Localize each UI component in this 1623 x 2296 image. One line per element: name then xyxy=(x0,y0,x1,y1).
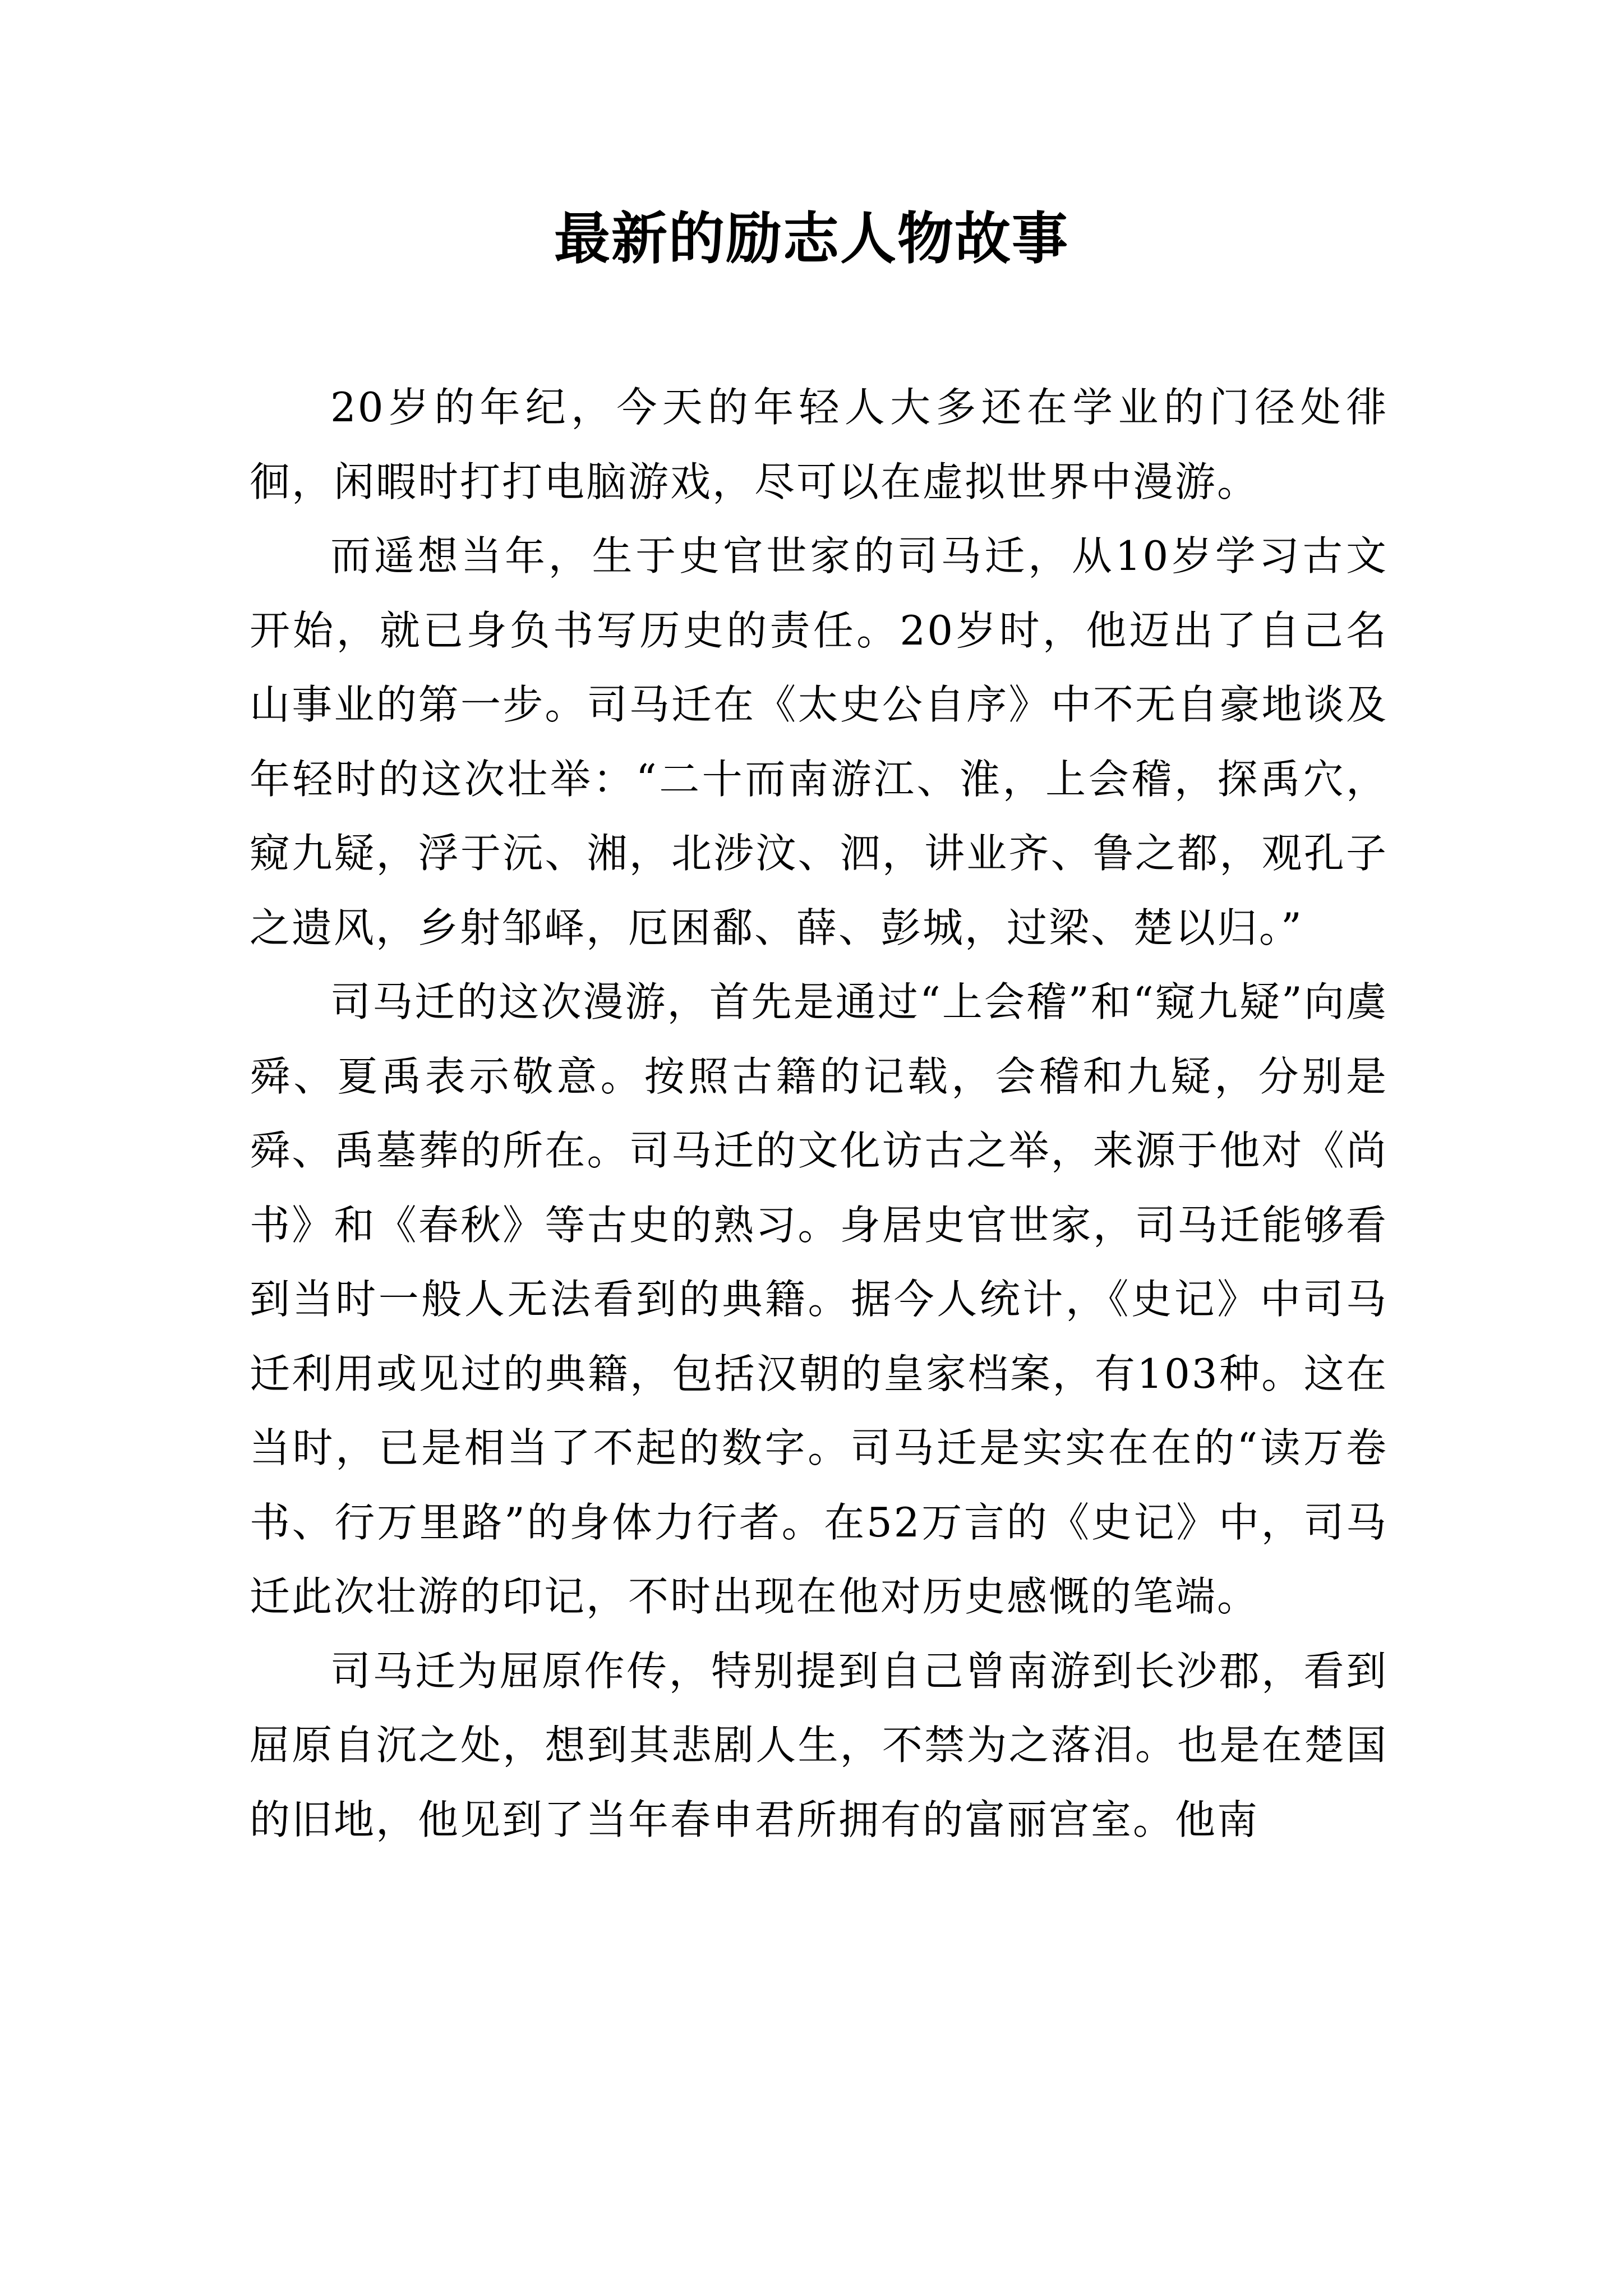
paragraph-2: 而遥想当年，生于史官世家的司马迁，从10岁学习古文开始，就已身负书写历史的责任。20岁时，他迈出了自己名山事业的第一步。司马迁在《太史公自序》中不无自豪地谈及年轻时的这次壮举：“二十而南游江、淮，上会稽，探禹穴，窥九疑，浮于沅、湘，北涉汶、泗，讲业齐、鲁之都，观孔子之遗风，乡射邹峄，厄困鄱、薛、彭城，过梁、楚以归。” xyxy=(250,532,1388,951)
document-body xyxy=(250,370,1388,1857)
paragraph-3: 司马迁的这次漫游，首先是通过“上会稽”和“窥九疑”向虞舜、夏禹表示敬意。按照古籍的记载，会稽和九疑，分别是舜、禹墓葬的所在。司马迁的文化访古之举，来源于他对《尚书》和《春秋》等古史的熟习。身居史官世家，司马迁能够看到当时一般人无法看到的典籍。据今人统计，《史记》中司马迁利用或见过的典籍，包括汉朝的皇家档案，有103种。这在当时，已是相当了不起的数字。司马迁是实实在在的“读万卷书、行万里路”的身体力行者。在52万言的《史记》中，司马迁此次壮游的印记，不时出现在他对历史感慨的笔端。 xyxy=(250,978,1388,1620)
document-title: 最新的励志人物故事 xyxy=(554,205,1069,272)
paragraph-4: 司马迁为屈原作传，特别提到自己曾南游到长沙郡，看到屈原自沉之处，想到其悲剧人生，不禁为之落泪。也是在楚国的旧地，他见到了当年春申君所拥有的富丽宫室。他南 xyxy=(250,1647,1388,1843)
paragraph-1: 20岁的年纪，今天的年轻人大多还在学业的门径处徘徊，闲暇时打打电脑游戏，尽可以在虚拟世界中漫游。 xyxy=(250,384,1388,505)
